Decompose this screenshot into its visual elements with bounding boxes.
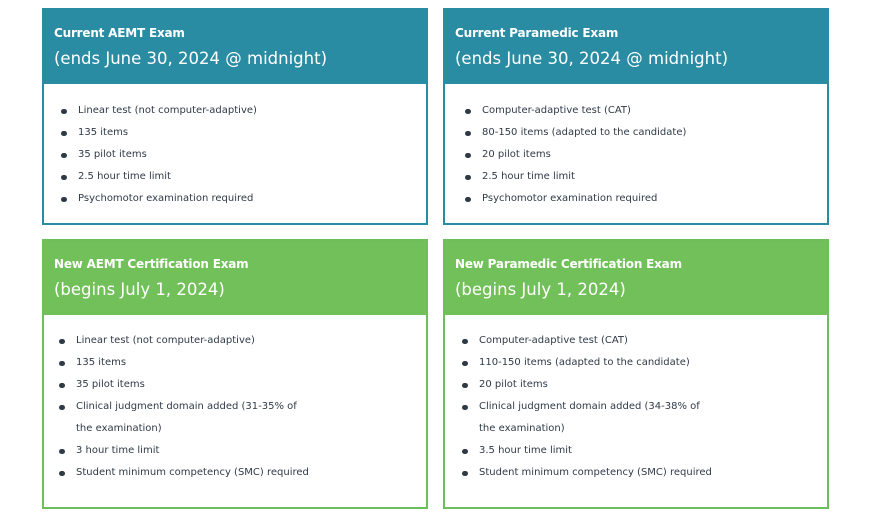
new-paramedic-certification-exam-card [443,239,829,509]
list-item [61,144,426,166]
list-item [61,166,426,188]
list-item [61,100,426,122]
item-text: Psychomotor examination required [482,193,658,204]
item-text: 135 items [76,357,127,368]
item-text: 2.5 hour time limit [482,171,575,182]
list-item [59,330,426,352]
item-text: 3.5 hour time limit [479,445,572,456]
bullet-icon [462,471,468,477]
list-item [462,374,827,396]
bullet-icon [462,383,468,389]
item-text: Psychomotor examination required [78,193,254,204]
bullet-icon [59,449,65,455]
bullet-icon [462,361,468,367]
card-header [44,241,426,315]
item-text: 20 pilot items [479,379,548,390]
list-item [462,396,827,418]
new-aemt-certification-exam-card [42,239,428,509]
list-item [462,330,827,352]
card-body [44,84,426,210]
list-item [59,352,426,374]
current-paramedic-exam-card [443,8,829,225]
item-text: 110-150 items (adapted to the candidate) [479,357,690,368]
bullet-icon [465,175,471,181]
card-subtitle: (begins July 1, 2024) [455,280,626,299]
card-subtitle: (ends June 30, 2024 @ midnight) [455,49,729,68]
list-item [465,100,827,122]
item-text: the examination) [76,423,162,434]
card-subtitle: (ends June 30, 2024 @ midnight) [54,49,328,68]
list-item [465,166,827,188]
item-list [61,100,426,210]
list-item-continuation [59,418,426,440]
item-text: 80-150 items (adapted to the candidate) [482,127,687,138]
item-list [59,330,426,484]
bullet-icon [61,109,67,115]
list-item [465,122,827,144]
bullet-icon [462,405,468,411]
card-title: New Paramedic Certification Exam [455,257,682,271]
item-text: 20 pilot items [482,149,551,160]
list-item [59,396,426,418]
item-text: Clinical judgment domain added (31-35% of [76,401,297,412]
item-text: 3 hour time limit [76,445,160,456]
item-text: 35 pilot items [76,379,145,390]
item-text: the examination) [479,423,565,434]
bullet-icon [61,197,67,203]
list-item [462,462,827,484]
card-subtitle: (begins July 1, 2024) [54,280,225,299]
card-body [445,84,827,210]
bullet-icon [465,153,471,159]
item-text: Linear test (not computer-adaptive) [78,105,257,116]
list-item [61,188,426,210]
card-body [44,315,426,484]
list-item [61,122,426,144]
current-aemt-exam-card [42,8,428,225]
bullet-icon [59,471,65,477]
bullet-icon [462,339,468,345]
item-list [465,100,827,210]
bullet-icon [59,361,65,367]
bullet-icon [59,405,65,411]
card-title: Current Paramedic Exam [455,26,619,40]
item-text: 35 pilot items [78,149,147,160]
list-item [59,462,426,484]
item-text: Student minimum competency (SMC) required [76,467,309,478]
item-text: 135 items [78,127,129,138]
item-text: Student minimum competency (SMC) required [479,467,712,478]
bullet-icon [61,131,67,137]
list-item [462,352,827,374]
list-item [462,440,827,462]
list-item [59,374,426,396]
item-list [462,330,827,484]
bullet-icon [59,383,65,389]
bullet-icon [465,131,471,137]
list-item [59,440,426,462]
card-header [445,241,827,315]
card-header [445,10,827,84]
item-text: 2.5 hour time limit [78,171,171,182]
item-text: Linear test (not computer-adaptive) [76,335,255,346]
item-text: Clinical judgment domain added (34-38% of [479,401,700,412]
bullet-icon [465,109,471,115]
bullet-icon [61,153,67,159]
bullet-icon [462,449,468,455]
card-title: Current AEMT Exam [54,26,185,40]
bullet-icon [465,197,471,203]
list-item [465,144,827,166]
card-body [445,315,827,484]
item-text: Computer-adaptive test (CAT) [482,105,631,116]
card-header [44,10,426,84]
bullet-icon [61,175,67,181]
list-item [465,188,827,210]
item-text: Computer-adaptive test (CAT) [479,335,628,346]
card-title: New AEMT Certification Exam [54,257,249,271]
bullet-icon [59,339,65,345]
list-item-continuation [462,418,827,440]
